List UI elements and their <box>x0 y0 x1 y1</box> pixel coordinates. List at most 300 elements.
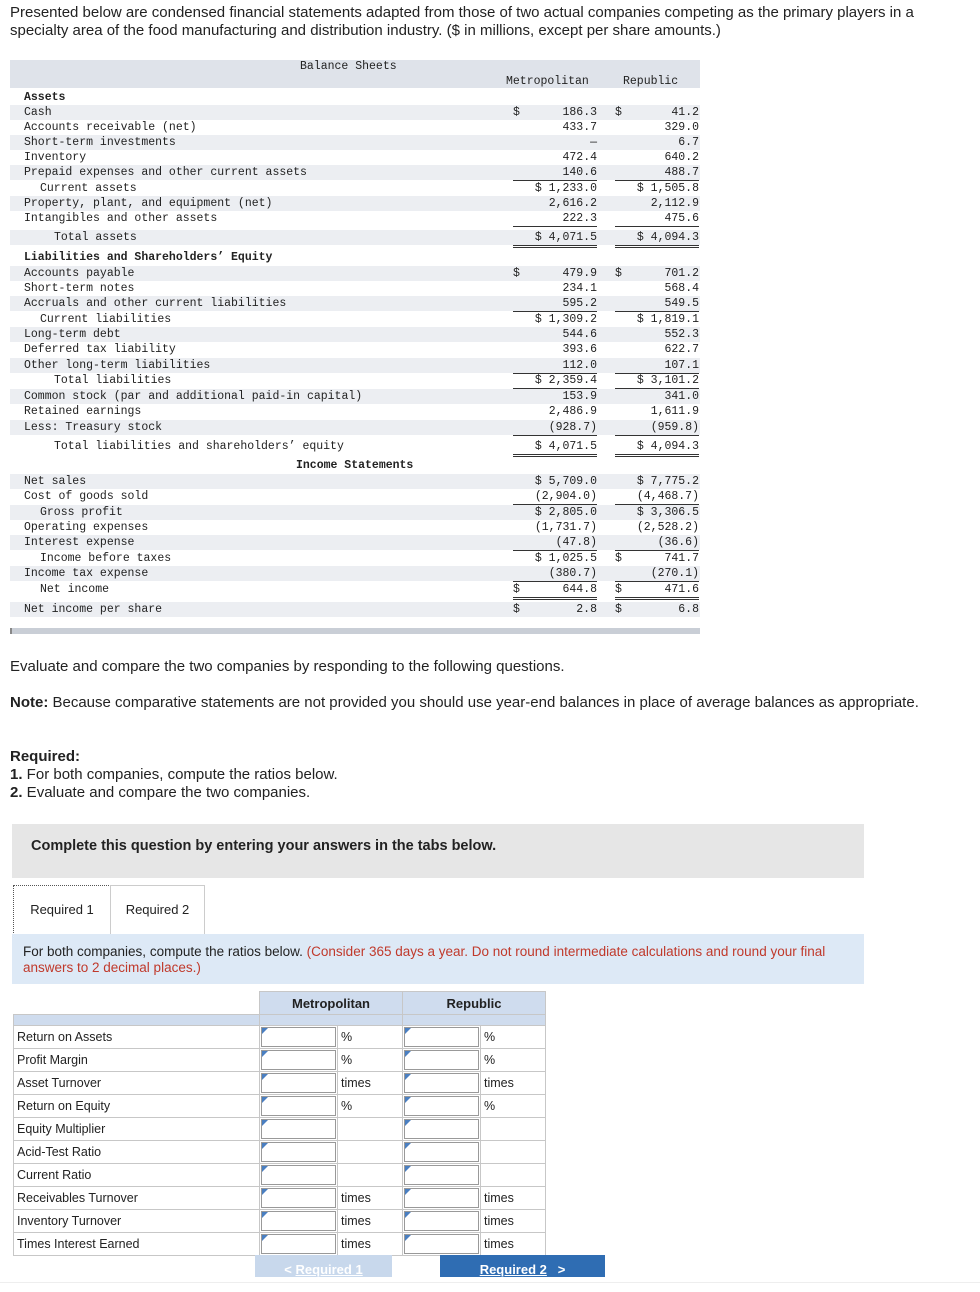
statement-value-cell <box>615 250 699 265</box>
dollar-sign: $ <box>615 267 622 280</box>
statement-row <box>10 535 700 550</box>
statement-value-cell <box>615 266 699 281</box>
statement-value-cell <box>513 373 597 389</box>
statement-row <box>10 389 700 404</box>
statement-value: 471.6 <box>664 583 699 596</box>
statement-row-label: Accruals and other current liabilities <box>24 297 287 310</box>
next-button-label: Required 2 <box>479 1262 547 1277</box>
statement-value: (1,731.7) <box>534 521 597 534</box>
answer-row <box>14 1233 546 1256</box>
dollar-sign: $ <box>615 106 622 119</box>
ratio-label: Return on Equity <box>14 1095 260 1118</box>
financial-statements <box>10 60 700 634</box>
statement-row-label: Inventory <box>24 151 87 164</box>
unit-label: % <box>338 1049 403 1072</box>
statement-row <box>10 602 700 617</box>
metropolitan-answer-cell <box>260 1118 338 1141</box>
statement-value-cell <box>513 582 597 600</box>
statement-value-cell <box>513 312 597 327</box>
republic-answer-cell <box>403 1026 481 1049</box>
statement-value-cell <box>513 535 597 551</box>
statement-value-cell <box>615 135 699 150</box>
statement-row-label: Income tax expense <box>24 567 149 580</box>
required-item-2 <box>10 784 930 802</box>
statement-value-cell <box>615 230 699 248</box>
prev-tab-button[interactable] <box>255 1255 392 1277</box>
dollar-sign: $ <box>615 552 622 565</box>
req2-number: 2. <box>10 784 23 801</box>
statement-value: $ 2,359.4 <box>534 374 597 387</box>
statement-value-cell <box>513 281 597 296</box>
metropolitan-answer-cell <box>260 1026 338 1049</box>
statement-value-cell <box>513 505 597 520</box>
statement-value: $ 1,233.0 <box>534 182 597 195</box>
answer-row <box>14 1026 546 1049</box>
republic-answer-input[interactable] <box>404 1050 479 1070</box>
req2-text: Evaluate and compare the two companies. <box>22 784 311 801</box>
unit-label <box>481 1141 546 1164</box>
statement-value-cell <box>615 535 699 551</box>
statement-row <box>10 505 700 520</box>
next-tab-button[interactable] <box>440 1255 605 1277</box>
statement-row <box>10 373 700 388</box>
statement-value-cell <box>615 150 699 165</box>
republic-answer-input[interactable] <box>404 1234 479 1254</box>
dollar-sign: $ <box>513 267 520 280</box>
statement-row <box>10 135 700 150</box>
statement-value: 6.7 <box>678 136 699 149</box>
footer-divider <box>0 1282 980 1283</box>
statement-value: (36.6) <box>657 536 699 549</box>
statement-row-label: Income before taxes <box>40 552 172 565</box>
ratio-label: Acid-Test Ratio <box>14 1141 260 1164</box>
metropolitan-answer-input[interactable] <box>261 1211 336 1231</box>
statement-value-cell <box>615 90 699 105</box>
statement-value-cell <box>615 165 699 181</box>
statement-value-cell <box>513 211 597 227</box>
metropolitan-answer-cell <box>260 1072 338 1095</box>
statement-value-cell <box>615 389 699 404</box>
answer-row <box>14 1118 546 1141</box>
banner-text: Complete this question by entering your answers in the tabs below. <box>31 838 497 854</box>
republic-answer-input[interactable] <box>404 1211 479 1231</box>
statement-value: 393.6 <box>562 343 597 356</box>
metropolitan-answer-cell <box>260 1210 338 1233</box>
statement-row <box>10 342 700 357</box>
statement-row <box>10 312 700 327</box>
statement-value-cell <box>615 520 699 535</box>
tab-required-1[interactable]: Required 1 <box>13 885 111 935</box>
answer-row <box>14 1164 546 1187</box>
statement-value-cell <box>615 551 699 566</box>
next-arrow: > <box>557 1262 566 1277</box>
unit-label: times <box>481 1187 546 1210</box>
statement-row <box>10 404 700 419</box>
statement-value-cell <box>513 150 597 165</box>
statement-value-cell <box>615 602 699 617</box>
statement-value: (47.8) <box>555 536 597 549</box>
republic-answer-cell <box>403 1187 481 1210</box>
statement-row <box>10 211 700 226</box>
prev-arrow: < <box>284 1262 292 1277</box>
ratio-label: Current Ratio <box>14 1164 260 1187</box>
statement-value: 153.9 <box>562 390 597 403</box>
republic-answer-cell <box>403 1072 481 1095</box>
statement-value: $ 4,071.5 <box>534 231 597 244</box>
unit-label: times <box>338 1210 403 1233</box>
statement-value: $ 3,306.5 <box>636 506 699 519</box>
statement-value-cell <box>513 404 597 419</box>
note-paragraph <box>10 694 930 712</box>
answer-subheader-republic <box>403 1015 546 1026</box>
statement-value: $ 1,025.5 <box>534 552 597 565</box>
republic-answer-cell <box>403 1210 481 1233</box>
republic-answer-input[interactable] <box>404 1188 479 1208</box>
statement-value-cell <box>615 196 699 211</box>
statement-row-label: Interest expense <box>24 536 135 549</box>
statement-value: 222.3 <box>562 212 597 225</box>
unit-label <box>338 1141 403 1164</box>
statements-bottom-bar <box>10 628 700 634</box>
statement-value-cell <box>615 582 699 600</box>
statement-row-label: Gross profit <box>40 506 123 519</box>
statement-row <box>10 474 700 489</box>
statement-value: 1,611.9 <box>650 405 699 418</box>
statement-value-cell <box>513 181 597 196</box>
statement-value-cell <box>513 196 597 211</box>
required-item-1 <box>10 766 930 784</box>
statement-value-cell <box>615 342 699 357</box>
statement-row <box>10 489 700 504</box>
statement-row-label: Common stock (par and additional paid-in capital) <box>24 390 363 403</box>
statement-row-label: Net income <box>40 583 110 596</box>
statement-value-cell <box>513 120 597 135</box>
metropolitan-answer-input[interactable] <box>261 1050 336 1070</box>
unit-label <box>338 1118 403 1141</box>
statement-value: $ 4,071.5 <box>534 440 597 453</box>
ratio-answer-table <box>13 991 546 1256</box>
statement-row-label: Deferred tax liability <box>24 343 176 356</box>
ratio-label: Profit Margin <box>14 1049 260 1072</box>
unit-label: % <box>481 1095 546 1118</box>
statement-value: 341.0 <box>664 390 699 403</box>
republic-answer-cell <box>403 1049 481 1072</box>
statement-row <box>10 181 700 196</box>
dollar-sign: $ <box>615 603 622 616</box>
statement-value-cell <box>513 90 597 105</box>
statement-row <box>10 250 700 265</box>
ratio-label: Inventory Turnover <box>14 1210 260 1233</box>
statement-value: 640.2 <box>664 151 699 164</box>
statement-value-cell <box>513 602 597 617</box>
statement-row <box>10 327 700 342</box>
statement-value-cell <box>513 105 597 120</box>
statement-value-cell <box>513 135 597 150</box>
statement-value-cell <box>615 312 699 327</box>
evaluate-text: Evaluate and compare the two companies by responding to the following questions. <box>10 658 565 675</box>
answer-subheader <box>14 1015 260 1026</box>
statement-value: $ 4,094.3 <box>636 231 699 244</box>
dollar-sign: $ <box>513 106 520 119</box>
statement-value: 2.8 <box>576 603 597 616</box>
statement-value: (380.7) <box>548 567 597 580</box>
dollar-sign: $ <box>513 583 520 596</box>
metropolitan-answer-cell <box>260 1233 338 1256</box>
republic-answer-cell <box>403 1118 481 1141</box>
prev-button-label: Required 1 <box>295 1262 363 1277</box>
answer-subheader-metro <box>260 1015 403 1026</box>
statement-value: — <box>590 136 597 149</box>
statement-value: 475.6 <box>664 212 699 225</box>
statement-row-label: Net income per share <box>24 603 163 616</box>
republic-answer-cell <box>403 1141 481 1164</box>
metropolitan-answer-cell <box>260 1095 338 1118</box>
statement-value-cell <box>615 439 699 457</box>
republic-answer-cell <box>403 1095 481 1118</box>
ratio-label: Equity Multiplier <box>14 1118 260 1141</box>
statement-value-cell <box>513 520 597 535</box>
statement-value: 112.0 <box>562 359 597 372</box>
metropolitan-answer-input[interactable] <box>261 1234 336 1254</box>
statement-row <box>10 582 700 597</box>
statement-value: (2,528.2) <box>636 521 699 534</box>
statement-value: (928.7) <box>548 421 597 434</box>
answer-row <box>14 1141 546 1164</box>
statement-value: 6.8 <box>678 603 699 616</box>
statement-value-cell <box>615 181 699 196</box>
statement-value: $ 1,309.2 <box>534 313 597 326</box>
statement-value-cell <box>513 489 597 505</box>
unit-label <box>481 1164 546 1187</box>
statement-row <box>10 196 700 211</box>
unit-label: times <box>338 1233 403 1256</box>
statement-value-cell <box>513 230 597 248</box>
statement-row-label: Net sales <box>24 475 87 488</box>
statement-value-cell <box>513 551 597 566</box>
statement-row-label: Prepaid expenses and other current assets <box>24 166 307 179</box>
answer-col-republic: Republic <box>403 992 546 1015</box>
dollar-sign: $ <box>513 603 520 616</box>
statement-value: 549.5 <box>664 297 699 310</box>
answer-col-metropolitan: Metropolitan <box>260 992 403 1015</box>
unit-label: times <box>481 1210 546 1233</box>
statement-row-label: Retained earnings <box>24 405 142 418</box>
statement-value: (2,904.0) <box>534 490 597 503</box>
tab-required-2[interactable]: Required 2 <box>110 885 205 934</box>
statement-value: 41.2 <box>671 106 699 119</box>
statement-row-label: Assets <box>24 91 66 104</box>
statement-value-cell <box>615 489 699 505</box>
statement-row <box>10 165 700 180</box>
statement-row <box>10 120 700 135</box>
statement-row-label: Short-term notes <box>24 282 135 295</box>
statement-value: (959.8) <box>650 421 699 434</box>
unit-label <box>481 1118 546 1141</box>
statement-row-label: Total assets <box>54 231 137 244</box>
statement-value: 2,486.9 <box>548 405 597 418</box>
statement-row-label: Less: Treasury stock <box>24 421 163 434</box>
statement-row-label: Current liabilities <box>40 313 172 326</box>
statement-value: 2,616.2 <box>548 197 597 210</box>
unit-label: % <box>481 1026 546 1049</box>
statement-value-cell <box>513 474 597 489</box>
note-text: Because comparative statements are not provided you should use year-end balances in place of average balances as appropriate. <box>48 694 919 711</box>
statement-value-cell <box>513 439 597 457</box>
intro-text: Presented below are condensed financial statements adapted from those of two actual companies competing as the primary players in a specialty area of the food manufacturing and distribution industry. ($ in millions, except per share amounts.) <box>10 4 914 39</box>
statement-row <box>10 281 700 296</box>
answer-row <box>14 1049 546 1072</box>
statement-value: $ 1,819.1 <box>636 313 699 326</box>
statement-value: 329.0 <box>664 121 699 134</box>
statement-value-cell <box>615 474 699 489</box>
statement-value-cell <box>615 211 699 227</box>
unit-label: times <box>481 1233 546 1256</box>
statement-row-label: Liabilities and Shareholders’ Equity <box>24 251 273 264</box>
statement-value: 107.1 <box>664 359 699 372</box>
republic-answer-cell <box>403 1233 481 1256</box>
statement-row <box>10 439 700 454</box>
statement-value: 741.7 <box>664 552 699 565</box>
answer-row <box>14 1072 546 1095</box>
statement-row-label: Operating expenses <box>24 521 149 534</box>
col-header-metropolitan: Metropolitan <box>506 75 589 88</box>
metropolitan-answer-cell <box>260 1049 338 1072</box>
statement-row-label: Accounts receivable (net) <box>24 121 197 134</box>
unit-label <box>338 1164 403 1187</box>
statement-row <box>10 566 700 581</box>
unit-label: % <box>481 1049 546 1072</box>
republic-answer-input[interactable] <box>404 1165 479 1185</box>
req1-number: 1. <box>10 766 23 783</box>
metropolitan-answer-cell <box>260 1187 338 1210</box>
balance-sheets-title: Balance Sheets <box>300 60 397 73</box>
instruction-banner <box>12 824 864 878</box>
republic-answer-input[interactable] <box>404 1142 479 1162</box>
metropolitan-answer-input[interactable] <box>261 1188 336 1208</box>
statement-row-label: Long-term debt <box>24 328 121 341</box>
statement-value-cell <box>615 281 699 296</box>
statement-value-cell <box>615 105 699 120</box>
statement-row <box>10 150 700 165</box>
republic-answer-cell <box>403 1164 481 1187</box>
statement-value-cell <box>615 120 699 135</box>
statement-value-cell <box>513 250 597 265</box>
statement-value-cell <box>513 420 597 436</box>
metropolitan-answer-cell <box>260 1164 338 1187</box>
statement-value-cell <box>513 389 597 404</box>
statement-value: 595.2 <box>562 297 597 310</box>
metropolitan-answer-input[interactable] <box>261 1142 336 1162</box>
statement-row-label: Cash <box>24 106 52 119</box>
statement-row <box>10 551 700 566</box>
statement-value-cell <box>615 505 699 520</box>
statement-value-cell <box>615 327 699 342</box>
statement-row-label: Short-term investments <box>24 136 176 149</box>
statement-row-label: Current assets <box>40 182 137 195</box>
republic-answer-input[interactable] <box>404 1073 479 1093</box>
statement-row <box>10 230 700 245</box>
statement-value: 479.9 <box>562 267 597 280</box>
statement-value: 433.7 <box>562 121 597 134</box>
metropolitan-answer-input[interactable] <box>261 1165 336 1185</box>
statements-bottom-edge <box>10 628 12 634</box>
statement-value: $ 7,775.2 <box>636 475 699 488</box>
answer-row <box>14 1187 546 1210</box>
statement-value: 644.8 <box>562 583 597 596</box>
metropolitan-answer-cell <box>260 1141 338 1164</box>
unit-label: times <box>338 1187 403 1210</box>
statement-value-cell <box>513 358 597 374</box>
statement-value: (4,468.7) <box>636 490 699 503</box>
statement-row-label: Intangibles and other assets <box>24 212 218 225</box>
statement-value: 552.3 <box>664 328 699 341</box>
statement-value: $ 4,094.3 <box>636 440 699 453</box>
statement-value: 472.4 <box>562 151 597 164</box>
ratio-label: Return on Assets <box>14 1026 260 1049</box>
answer-table-corner <box>14 992 260 1015</box>
unit-label: % <box>338 1026 403 1049</box>
republic-answer-input[interactable] <box>404 1027 479 1047</box>
statement-row-label: Other long-term liabilities <box>24 359 211 372</box>
instructions-rounding-note: (Consider 365 days a year. Do not round intermediate calculations and round your final answers to 2 decimal places.) <box>23 944 826 975</box>
statement-row-label: Cost of goods sold <box>24 490 149 503</box>
statement-value-cell <box>615 296 699 312</box>
metropolitan-answer-input[interactable] <box>261 1119 336 1139</box>
statement-value: $ 3,101.2 <box>636 374 699 387</box>
metropolitan-answer-input[interactable] <box>261 1096 336 1116</box>
ratio-label: Receivables Turnover <box>14 1187 260 1210</box>
statement-value: 544.6 <box>562 328 597 341</box>
statement-value: 568.4 <box>664 282 699 295</box>
statement-value: 488.7 <box>664 166 699 179</box>
statement-value: (270.1) <box>650 567 699 580</box>
ratio-label: Times Interest Earned <box>14 1233 260 1256</box>
statement-value: 140.6 <box>562 166 597 179</box>
statement-row <box>10 90 700 105</box>
statement-value-cell <box>615 373 699 389</box>
statement-value: $ 1,505.8 <box>636 182 699 195</box>
statement-value-cell <box>615 404 699 419</box>
statement-row <box>10 105 700 120</box>
answer-row <box>14 1210 546 1233</box>
statement-row-label: Property, plant, and equipment (net) <box>24 197 273 210</box>
republic-answer-input[interactable] <box>404 1096 479 1116</box>
statement-value-cell <box>615 420 699 436</box>
statement-value-cell <box>513 296 597 312</box>
req1-text: For both companies, compute the ratios below. <box>22 766 338 783</box>
statement-value: 701.2 <box>664 267 699 280</box>
republic-answer-input[interactable] <box>404 1119 479 1139</box>
instructions-text: For both companies, compute the ratios below. <box>23 944 303 959</box>
col-header-republic: Republic <box>623 75 679 88</box>
statement-value: 622.7 <box>664 343 699 356</box>
statement-value-cell <box>513 165 597 181</box>
unit-label: times <box>481 1072 546 1095</box>
statement-row <box>10 420 700 435</box>
statement-row-label: Accounts payable <box>24 267 135 280</box>
unit-label: times <box>338 1072 403 1095</box>
metropolitan-answer-input[interactable] <box>261 1073 336 1093</box>
metropolitan-answer-input[interactable] <box>261 1027 336 1047</box>
statement-value-cell <box>513 342 597 357</box>
statement-value-cell <box>513 327 597 342</box>
statement-row <box>10 266 700 281</box>
answer-row <box>14 1095 546 1118</box>
required-label: Required: <box>10 748 81 765</box>
statement-row-label: Total liabilities <box>54 374 172 387</box>
statement-row <box>10 358 700 373</box>
tab-instructions <box>12 934 864 984</box>
